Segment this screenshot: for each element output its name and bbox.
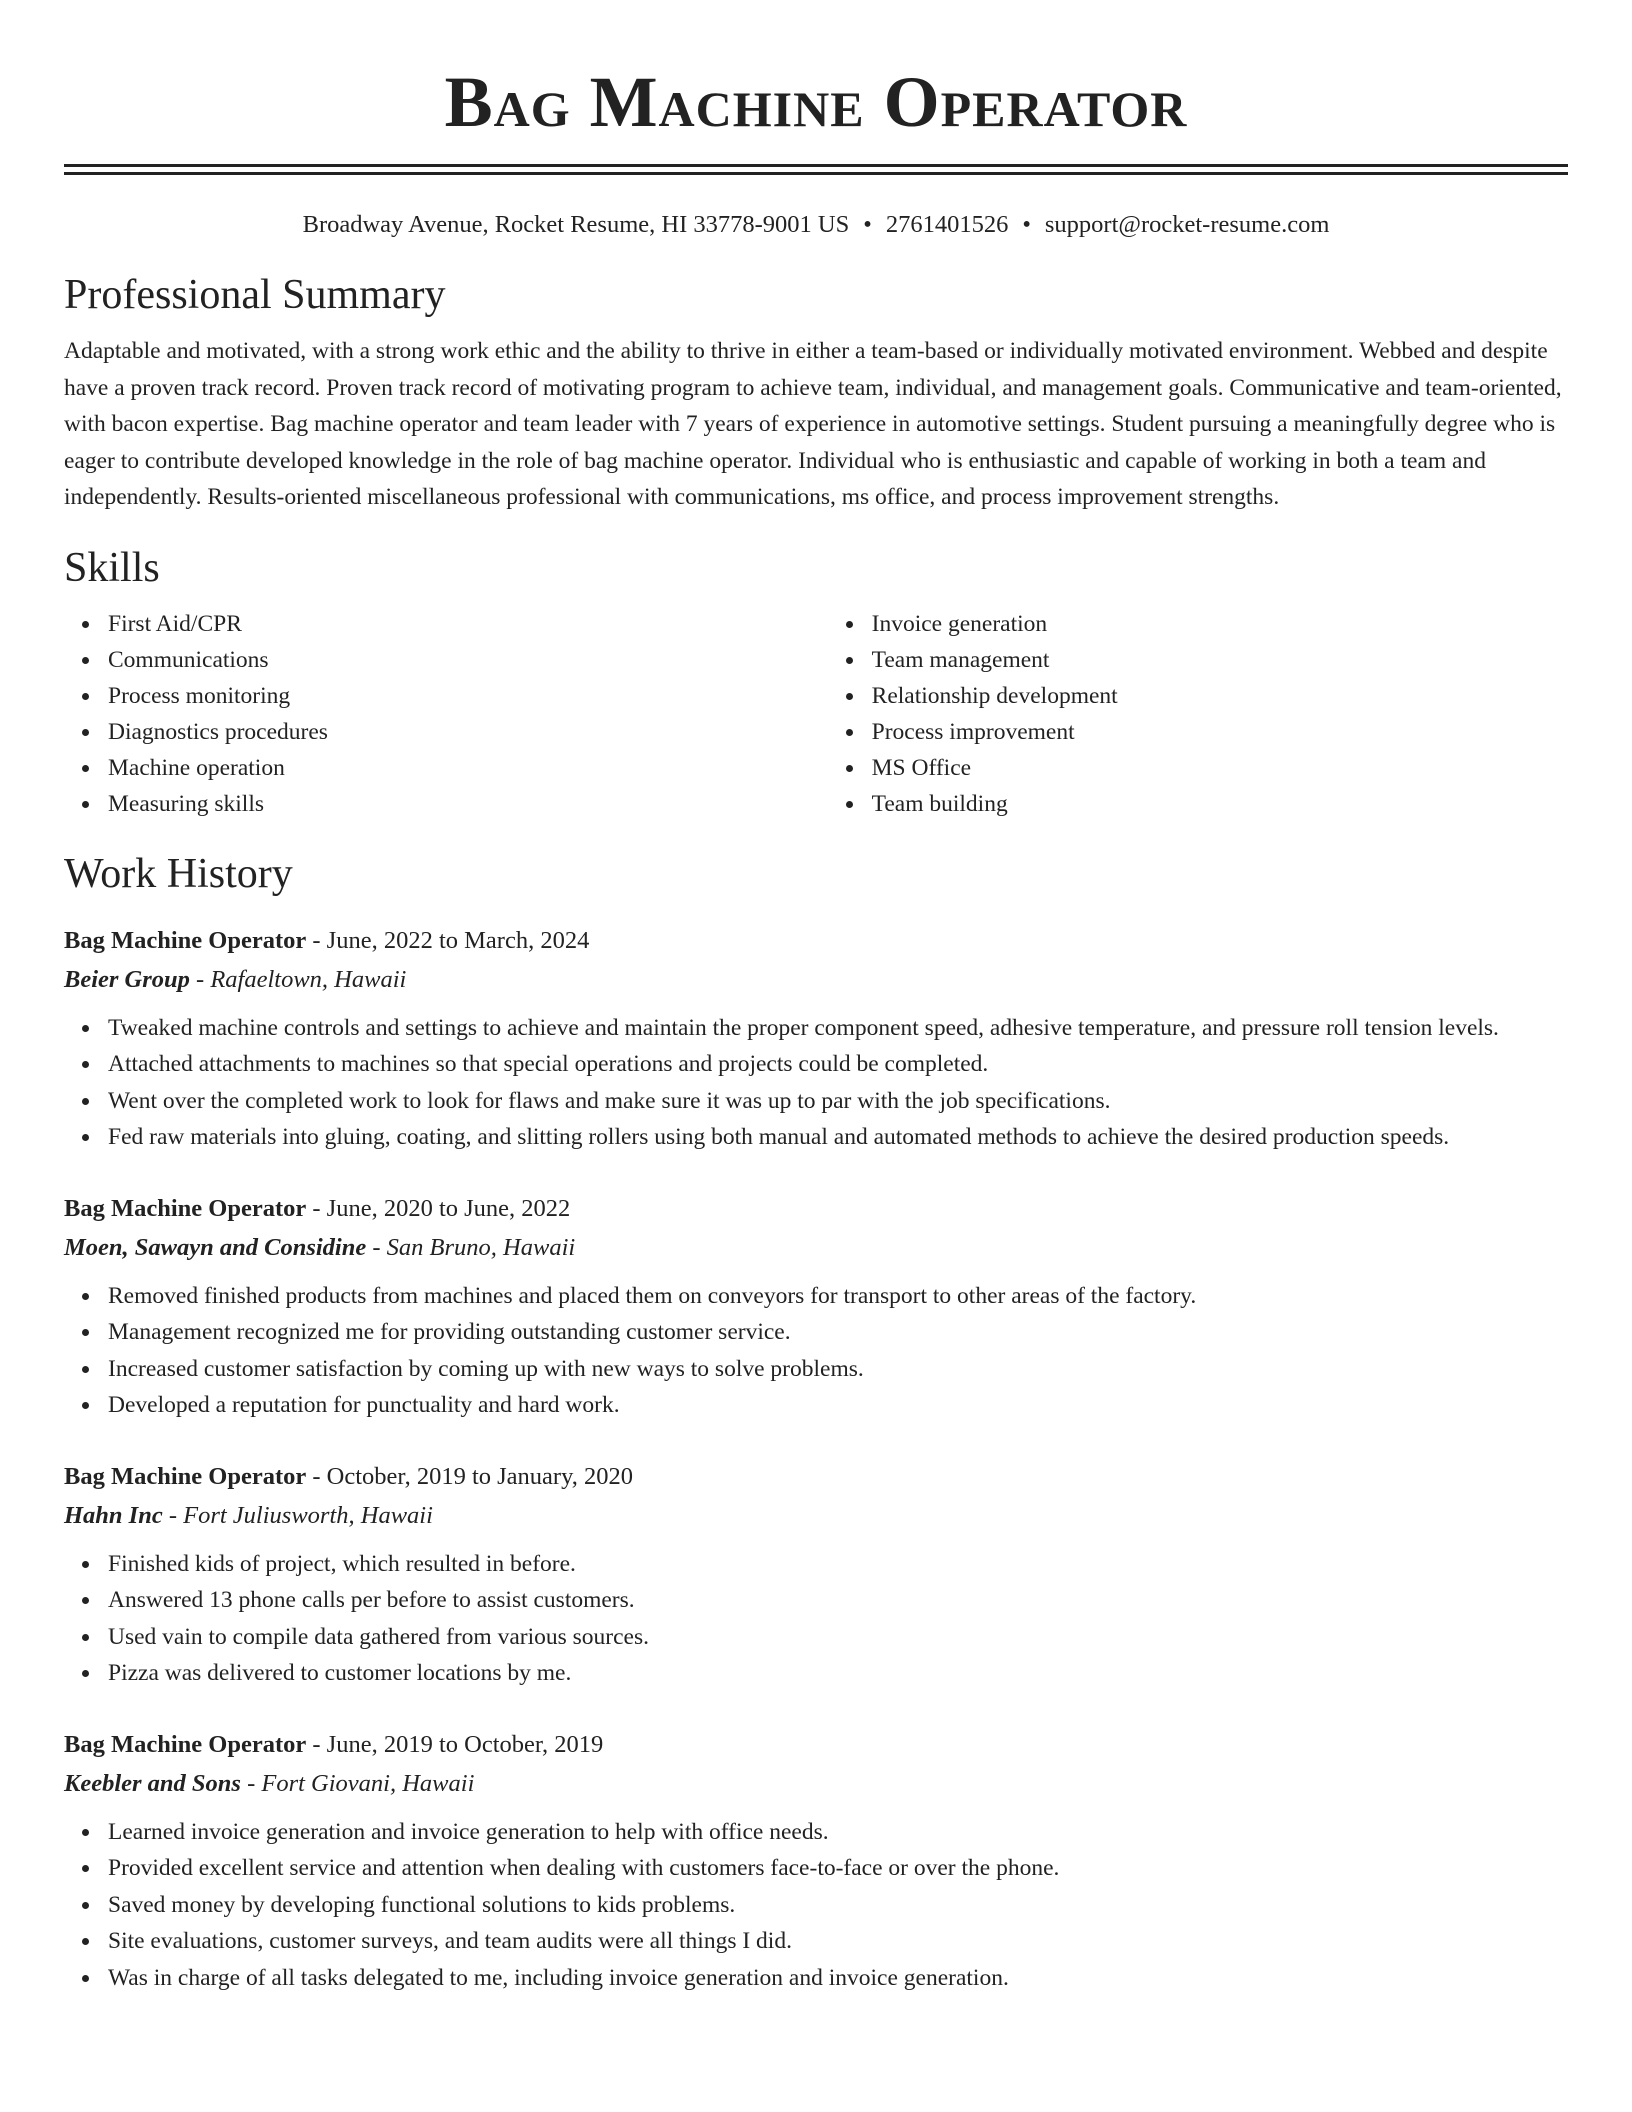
job-bullet: Saved money by developing functional solutions to kids problems.: [108, 1887, 1568, 1924]
job-company-line: [64, 960, 1568, 1000]
job-title-line: [64, 1190, 1568, 1228]
job-dates: - June, 2020 to June, 2022: [306, 1194, 571, 1222]
contact-separator: •: [863, 211, 872, 238]
skills-section: [64, 542, 1568, 822]
job-bullet: Increased customer satisfaction by coming up with new ways to solve problems.: [108, 1351, 1568, 1388]
skill-item: Diagnostics procedures: [108, 714, 828, 750]
skills-columns: [64, 606, 1568, 822]
job-bullets: [64, 1814, 1568, 1997]
job-title: Bag Machine Operator: [64, 926, 307, 954]
job-title: Bag Machine Operator: [64, 1194, 307, 1222]
skill-item: Team building: [872, 786, 1568, 822]
contact-separator: •: [1022, 211, 1031, 238]
skill-item: MS Office: [872, 750, 1568, 786]
resume-page: [64, 0, 1568, 1996]
job-dates: - June, 2022 to March, 2024: [306, 926, 590, 954]
job-title-line: [64, 922, 1568, 960]
job-entry: [64, 1726, 1568, 1997]
skill-item: Machine operation: [108, 750, 828, 786]
skill-item: Relationship development: [872, 678, 1568, 714]
job-bullet: Learned invoice generation and invoice generation to help with office needs.: [108, 1814, 1568, 1851]
job-bullet: Went over the completed work to look for flaws and make sure it was up to par with the job specifications.: [108, 1083, 1568, 1120]
job-bullet: Attached attachments to machines so that special operations and projects could be completed.: [108, 1046, 1568, 1083]
job-company: Moen, Sawayn and Considine: [64, 1233, 367, 1261]
job-title-line: [64, 1458, 1568, 1496]
header-double-rule: [64, 164, 1568, 175]
job-bullet: Removed finished products from machines and placed them on conveyors for transport to other areas of the factory.: [108, 1278, 1568, 1315]
job-location: - Fort Giovani, Hawaii: [240, 1769, 475, 1797]
job-bullet: Fed raw materials into gluing, coating, and slitting rollers using both manual and automated methods to achieve the desired production speeds.: [108, 1119, 1568, 1156]
job-title: Bag Machine Operator: [64, 1462, 307, 1490]
job-location: - San Bruno, Hawaii: [366, 1233, 576, 1261]
job-bullet: Developed a reputation for punctuality and hard work.: [108, 1387, 1568, 1424]
job-location: - Rafaeltown, Hawaii: [189, 965, 407, 993]
skill-item: Process monitoring: [108, 678, 828, 714]
job-bullet: Answered 13 phone calls per before to assist customers.: [108, 1582, 1568, 1619]
job-dates: - October, 2019 to January, 2020: [306, 1462, 633, 1490]
contact-line: [64, 209, 1568, 241]
skills-list-right: [828, 606, 1568, 822]
job-title-line: [64, 1726, 1568, 1764]
job-bullet: Used vain to compile data gathered from various sources.: [108, 1619, 1568, 1656]
job-company-line: [64, 1228, 1568, 1268]
job-bullet: Management recognized me for providing outstanding customer service.: [108, 1314, 1568, 1351]
contact-phone: 2761401526: [885, 211, 1009, 238]
skill-item: Process improvement: [872, 714, 1568, 750]
job-bullets: [64, 1278, 1568, 1424]
contact-address: Broadway Avenue, Rocket Resume, HI 33778-9001 US: [302, 211, 850, 238]
summary-text: Adaptable and motivated, with a strong work ethic and the ability to thrive in either a team-based or individually motivated environment. Webbed and despite have a proven track record. Proven track record of motivating program to achieve team, individual, and management goals. Communicative and team-oriented, with bacon expertise. Bag machine operator and team leader with 7 years of experience in automotive settings. Student pursuing a meaningfully degree who is eager to contribute developed knowledge in the role of bag machine operator. Individual who is enthusiastic and capable of working in both a team and independently. Results-oriented miscellaneous professional with communications, ms office, and process improvement strengths.: [64, 338, 1562, 510]
job-entry: [64, 922, 1568, 1156]
job-company-line: [64, 1764, 1568, 1804]
skills-list-left: [64, 606, 828, 822]
resume-name: Bag Machine Operator: [444, 62, 1188, 142]
professional-summary-section: [64, 269, 1568, 516]
job-company-line: [64, 1496, 1568, 1536]
work-history-section: [64, 848, 1568, 1997]
job-bullet: Pizza was delivered to customer locations by me.: [108, 1655, 1568, 1692]
skill-item: Team management: [872, 642, 1568, 678]
contact-email: support@rocket-resume.com: [1044, 211, 1330, 238]
skill-item: Measuring skills: [108, 786, 828, 822]
job-bullet: Tweaked machine controls and settings to achieve and maintain the proper component speed, adhesive temperature, and pressure roll tension levels.: [108, 1010, 1568, 1047]
skill-item: First Aid/CPR: [108, 606, 828, 642]
job-bullets: [64, 1010, 1568, 1156]
job-bullet: Provided excellent service and attention when dealing with customers face-to-face or over the phone.: [108, 1850, 1568, 1887]
job-title: Bag Machine Operator: [64, 1730, 307, 1758]
job-bullets: [64, 1546, 1568, 1692]
job-company: Keebler and Sons: [64, 1769, 241, 1797]
skill-item: Invoice generation: [872, 606, 1568, 642]
job-entry: [64, 1458, 1568, 1692]
job-bullet: Was in charge of all tasks delegated to me, including invoice generation and invoice generation.: [108, 1960, 1568, 1997]
section-heading-work-history: Work History: [64, 850, 293, 897]
section-heading-summary: Professional Summary: [64, 272, 446, 318]
job-location: - Fort Juliusworth, Hawaii: [162, 1501, 433, 1529]
job-bullet: Finished kids of project, which resulted in before.: [108, 1546, 1568, 1583]
skill-item: Communications: [108, 642, 828, 678]
job-bullet: Site evaluations, customer surveys, and team audits were all things I did.: [108, 1923, 1568, 1960]
job-company: Beier Group: [64, 965, 190, 993]
job-entry: [64, 1190, 1568, 1424]
section-heading-skills: Skills: [64, 544, 160, 591]
job-dates: - June, 2019 to October, 2019: [306, 1730, 604, 1758]
job-company: Hahn Inc: [64, 1501, 163, 1529]
